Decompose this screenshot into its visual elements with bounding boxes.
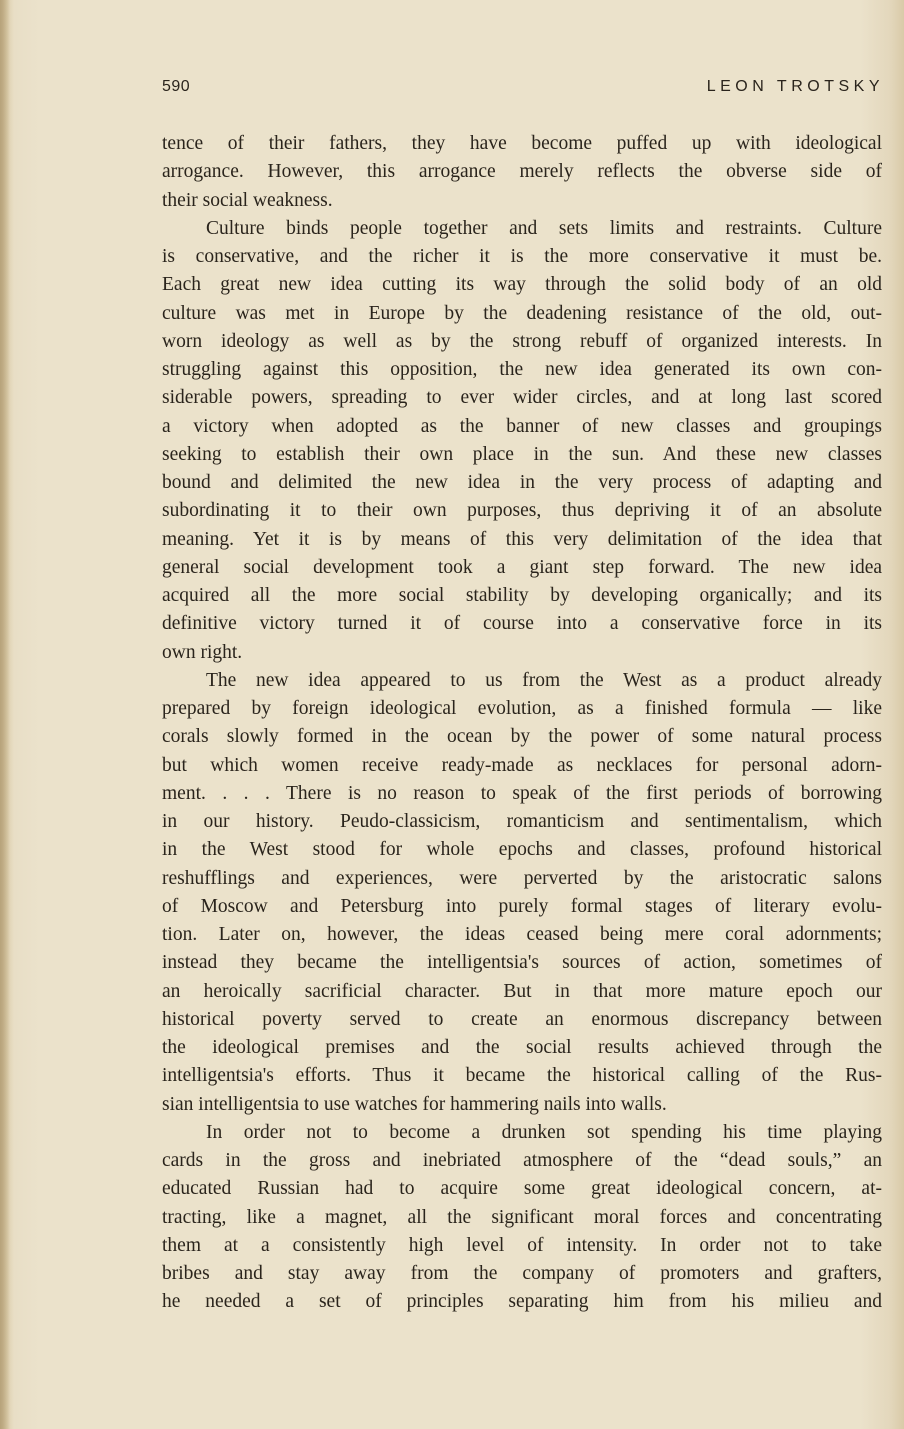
- text-line: culture was met in Europe by the deadening resistance of the old, out-: [162, 302, 882, 324]
- text-line: their social weakness.: [162, 189, 333, 211]
- text-line: prepared by foreign ideological evolution, as a finished formula — like: [162, 698, 882, 719]
- paragraph: [162, 130, 882, 215]
- text-line: a victory when adopted as the banner of new classes and groupings: [162, 415, 882, 437]
- text-line: own right.: [162, 641, 243, 663]
- text-line: but which women receive ready-made as necklaces for personal adorn-: [162, 754, 882, 776]
- spine-shadow: [0, 0, 10, 1429]
- paragraph: [162, 667, 882, 1119]
- text-line: tion. Later on, however, the ideas ceased being mere coral adornments;: [162, 924, 882, 945]
- text-line: seeking to establish their own place in the sun. And these new classes: [162, 443, 882, 465]
- text-line: cards in the gross and inebriated atmosphere of the “dead souls,” an: [162, 1150, 882, 1171]
- text-line: meaning. Yet it is by means of this very delimitation of the idea that: [162, 528, 882, 550]
- text-line: acquired all the more social stability by developing organically; and its: [162, 585, 882, 606]
- text-line: intelligentsia's efforts. Thus it became the historical calling of the Rus-: [162, 1065, 882, 1087]
- text-line: in the West stood for whole epochs and classes, profound historical: [162, 839, 882, 861]
- text-line: subordinating it to their own purposes, thus depriving it of an absolute: [162, 500, 882, 522]
- text-line: siderable powers, spreading to ever wider circles, and at long last scored: [162, 387, 882, 409]
- text-line: instead they became the intelligentsia's sources of action, sometimes of: [162, 952, 882, 974]
- text-line: In order not to become a drunken sot spending his time playing: [206, 1121, 882, 1143]
- text-line: sian intelligentsia to use watches for hammering nails into walls.: [162, 1093, 667, 1115]
- text-line: historical poverty served to create an enormous discrepancy between: [162, 1008, 882, 1030]
- text-line: bound and delimited the new idea in the very process of adapting and: [162, 472, 882, 493]
- text-line: The new idea appeared to us from the West as a product already: [206, 669, 882, 691]
- paragraph: [162, 1119, 882, 1317]
- text-line: worn ideology as well as by the strong rebuff of organized interests. In: [162, 330, 882, 352]
- text-line: reshufflings and experiences, were perverted by the aristocratic salons: [162, 867, 882, 889]
- text-line: the ideological premises and the social results achieved through the: [162, 1037, 882, 1058]
- running-head: [162, 78, 884, 102]
- text-line: of Moscow and Petersburg into purely formal stages of literary evolu-: [162, 895, 882, 917]
- running-title: LEON TROTSKY: [706, 78, 884, 95]
- text-line: definitive victory turned it of course into a conservative force in its: [162, 613, 882, 635]
- text-line: general social development took a giant step forward. The new idea: [162, 556, 882, 578]
- text-line: in our history. Peudo-classicism, romanticism and sentimentalism, which: [162, 811, 882, 832]
- text-line: corals slowly formed in the ocean by the power of some natural process: [162, 726, 882, 748]
- text-line: he needed a set of principles separating him from his milieu and: [162, 1291, 882, 1313]
- text-line: them at a consistently high level of intensity. In order not to take: [162, 1234, 882, 1256]
- body-text: [162, 130, 882, 1317]
- text-line: Each great new idea cutting its way through the solid body of an old: [162, 274, 882, 296]
- text-line: an heroically sacrificial character. But in that more mature epoch our: [162, 980, 882, 1002]
- text-line: bribes and stay away from the company of promoters and grafters,: [162, 1263, 882, 1284]
- text-line: is conservative, and the richer it is the more conservative it must be.: [162, 246, 882, 267]
- text-line: arrogance. However, this arrogance merely reflects the obverse side of: [162, 161, 882, 183]
- page-number: 590: [162, 78, 191, 95]
- paragraph: [162, 215, 882, 667]
- text-line: ment. . . . There is no reason to speak of the first periods of borrowing: [162, 782, 882, 804]
- text-line: Culture binds people together and sets limits and restraints. Culture: [206, 217, 882, 239]
- text-line: struggling against this opposition, the new idea generated its own con-: [162, 359, 882, 380]
- text-line: tracting, like a magnet, all the significant moral forces and concentrating: [162, 1206, 882, 1228]
- text-line: tence of their fathers, they have become puffed up with ideological: [162, 133, 882, 154]
- text-line: educated Russian had to acquire some great ideological concern, at-: [162, 1178, 882, 1200]
